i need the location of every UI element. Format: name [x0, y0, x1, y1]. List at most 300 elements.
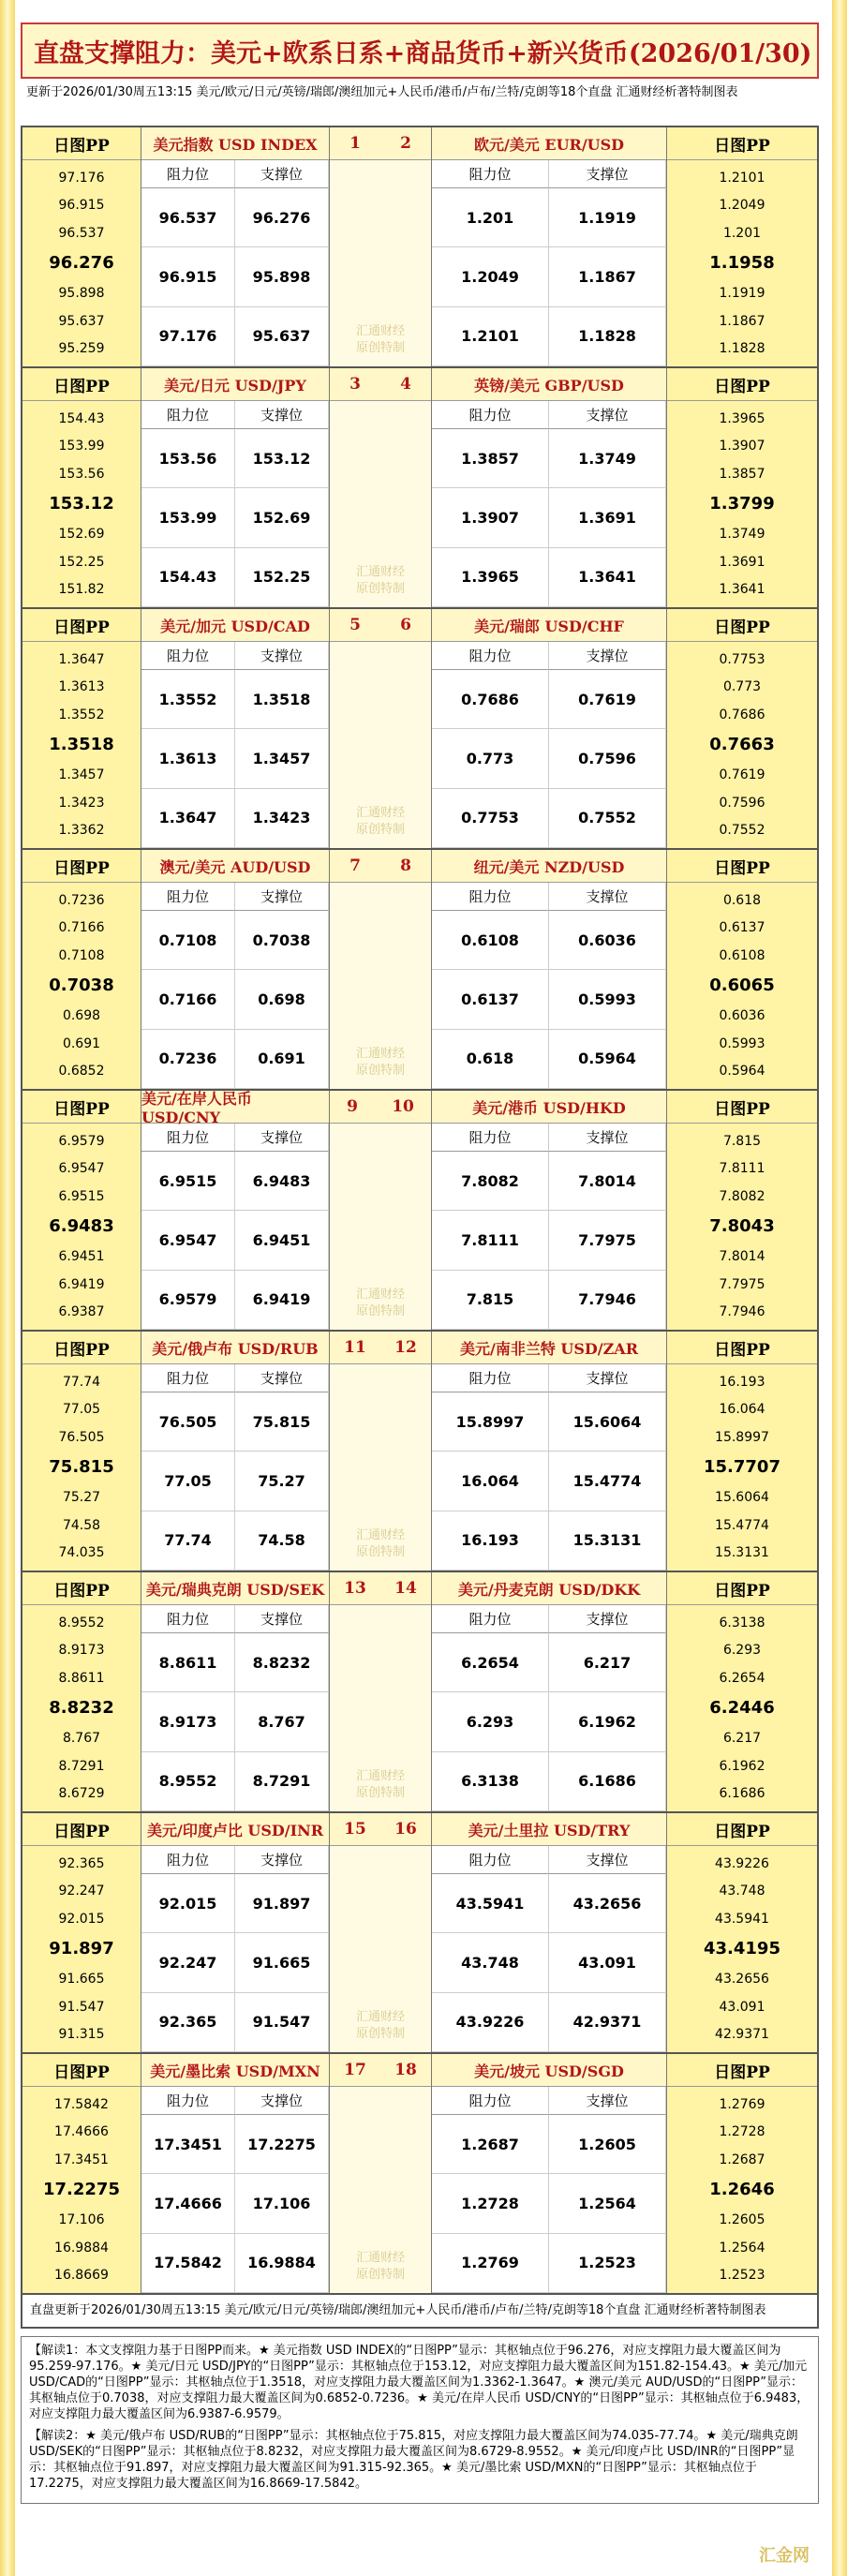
- resistance-value: 1.3907: [432, 488, 549, 547]
- day-level-value: 8.9552: [58, 1615, 105, 1630]
- resistance-value: 8.8611: [141, 1633, 235, 1692]
- day-level-value: 92.247: [58, 1884, 105, 1899]
- day-level-value: 1.3691: [719, 554, 765, 570]
- pair-title: 美元/日元 USD/JPY: [141, 368, 329, 401]
- day-level-value: 1.2728: [719, 2124, 765, 2140]
- section-numbers: [330, 1332, 431, 1364]
- support-value: 6.217: [549, 1633, 666, 1692]
- day-pp-header: 日图PP: [667, 609, 817, 642]
- watermark-area: [330, 2087, 431, 2293]
- pair-title: 欧元/美元 EUR/USD: [432, 127, 666, 160]
- day-level-value: 15.4774: [715, 1517, 769, 1533]
- pair-levels: [141, 1813, 329, 2052]
- day-level-value: 1.1828: [719, 341, 765, 357]
- watermark-line-1: 汇通财经: [355, 1047, 405, 1061]
- support-value: 1.3423: [235, 789, 329, 848]
- day-level-value: 91.315: [58, 2027, 105, 2043]
- support-value: 17.2275: [235, 2115, 329, 2174]
- support-header: 支撑位: [235, 160, 329, 188]
- pivot-value: 75.815: [49, 1457, 114, 1478]
- watermark-area: [330, 1846, 431, 2052]
- day-level-value: 1.2049: [719, 198, 765, 214]
- day-pp-column: [666, 2054, 817, 2293]
- resistance-value: 96.537: [141, 188, 235, 247]
- support-header: 支撑位: [235, 1605, 329, 1633]
- pair-number-right: 6: [400, 616, 411, 634]
- watermark-line-1: 汇通财经: [355, 2010, 405, 2024]
- resistance-header: 阻力位: [432, 642, 549, 670]
- day-level-value: 0.7166: [58, 920, 105, 936]
- page-subtitle: 更新于2026/01/30周五13:15 美元/欧元/日元/英镑/瑞郎/澳纽加元+人民币/港币/卢布/兰特/克朗等18个直盘 汇通财经析著特制图表: [26, 85, 738, 99]
- day-level-value: 0.7619: [719, 767, 765, 783]
- watermark-line-2: 原创特制: [355, 341, 405, 355]
- support-value: 0.6036: [549, 911, 666, 970]
- pair-section: [22, 1572, 817, 1813]
- day-level-value: 92.365: [58, 1855, 105, 1871]
- day-pp-list: [22, 642, 141, 848]
- levels-table: [141, 1124, 329, 1330]
- resistance-value: 7.8111: [432, 1211, 549, 1270]
- day-level-value: 96.915: [58, 198, 105, 214]
- support-value: 91.665: [235, 1933, 329, 1992]
- levels-table: [432, 2087, 666, 2293]
- resistance-value: 6.293: [432, 1692, 549, 1751]
- resistance-value: 77.05: [141, 1452, 235, 1511]
- day-pp-list: [22, 1605, 141, 1811]
- day-level-value: 43.2656: [715, 1972, 769, 1988]
- watermark-area: [330, 883, 431, 1089]
- day-level-value: 1.3857: [719, 466, 765, 482]
- day-level-value: 0.7236: [58, 892, 105, 908]
- pair-title: 美元/南非兰特 USD/ZAR: [432, 1332, 666, 1364]
- day-level-value: 6.1686: [719, 1786, 765, 1802]
- day-level-value: 0.773: [722, 679, 762, 695]
- section-middle: [329, 1332, 432, 1571]
- pair-section: [22, 368, 817, 609]
- support-header: 支撑位: [549, 1124, 666, 1152]
- section-middle: [329, 368, 432, 607]
- support-header: 支撑位: [235, 642, 329, 670]
- resistance-value: 76.505: [141, 1392, 235, 1452]
- pivot-value: 7.8043: [709, 1216, 775, 1237]
- pivot-value: 1.3799: [709, 494, 775, 514]
- resistance-value: 0.6137: [432, 970, 549, 1029]
- day-level-value: 95.898: [58, 286, 105, 302]
- pair-title: 美元/丹麦克朗 USD/DKK: [432, 1572, 666, 1605]
- support-value: 43.2656: [549, 1874, 666, 1933]
- day-level-value: 0.5993: [719, 1035, 765, 1051]
- pair-section: [22, 2054, 817, 2293]
- day-level-value: 6.1962: [719, 1758, 765, 1774]
- resistance-header: 阻力位: [141, 642, 235, 670]
- day-level-value: 8.9173: [58, 1643, 105, 1659]
- day-level-value: 154.43: [58, 410, 105, 426]
- pair-number-left: 1: [349, 134, 361, 153]
- day-pp-column: [22, 850, 141, 1089]
- resistance-header: 阻力位: [141, 2087, 235, 2115]
- pair-number-left: 9: [347, 1097, 358, 1116]
- section-middle: [329, 609, 432, 848]
- support-value: 74.58: [235, 1511, 329, 1571]
- pair-levels: [432, 850, 666, 1089]
- pair-number-right: 12: [394, 1338, 417, 1357]
- day-level-value: 16.193: [719, 1374, 765, 1390]
- resistance-value: 43.5941: [432, 1874, 549, 1933]
- pivot-value: 15.7707: [704, 1457, 780, 1478]
- support-value: 1.2523: [549, 2234, 666, 2293]
- resistance-value: 154.43: [141, 548, 235, 607]
- pivot-value: 1.2646: [709, 2180, 775, 2200]
- pair-levels: [141, 1572, 329, 1811]
- support-header: 支撑位: [549, 1364, 666, 1392]
- day-level-value: 6.2654: [719, 1670, 765, 1686]
- section-middle: [329, 1091, 432, 1330]
- resistance-header: 阻力位: [432, 1605, 549, 1633]
- section-numbers: [330, 368, 431, 401]
- day-level-value: 6.9579: [58, 1133, 105, 1149]
- watermark-line-1: 汇通财经: [355, 324, 405, 338]
- resistance-value: 1.2049: [432, 247, 549, 306]
- pair-levels: [432, 609, 666, 848]
- pair-levels: [141, 127, 329, 366]
- day-level-value: 96.537: [58, 225, 105, 241]
- levels-table: [432, 1124, 666, 1330]
- resistance-value: 1.3552: [141, 670, 235, 729]
- levels-table: [141, 1846, 329, 2052]
- support-value: 1.2605: [549, 2115, 666, 2174]
- section-numbers: [330, 2054, 431, 2087]
- note-paragraph: 【解读2：★ 美元/俄卢布 USD/RUB的“日图PP”显示：其枢轴点位于75.815，对应支撑阻力最大覆盖区间为74.035-77.74。★ 美元/瑞典克朗 USD/SEK的“日图PP”显示：其枢轴点位于8.8232，对应支撑阻力最大覆盖区间为8.6729-8.9552。★ 美元/印度卢比 USD/INR的“日图PP”显示：其枢轴点位于91.897，对应支撑阻力最大覆盖区间为91.315-92.365。★ 美元/墨比索 USD/MXN的“日图PP”显示：其枢轴点位于17.2275，对应支撑阻力最大覆盖区间为16.8669-17.5842。: [29, 2429, 798, 2491]
- day-level-value: 95.637: [58, 313, 105, 329]
- support-value: 6.1962: [549, 1692, 666, 1751]
- day-level-value: 8.6729: [58, 1786, 105, 1802]
- watermark-line-2: 原创特制: [355, 1064, 405, 1078]
- pair-number-right: 10: [392, 1097, 414, 1116]
- pair-number-right: 2: [400, 134, 411, 153]
- watermark: [356, 1527, 405, 1561]
- day-pp-header: 日图PP: [667, 1813, 817, 1846]
- support-value: 7.7946: [549, 1271, 666, 1330]
- resistance-value: 17.5842: [141, 2234, 235, 2293]
- levels-table: [432, 1605, 666, 1811]
- day-level-value: 15.3131: [715, 1545, 769, 1561]
- support-value: 6.9419: [235, 1271, 329, 1330]
- pair-number-left: 15: [344, 1820, 366, 1839]
- day-pp-list: [22, 1846, 141, 2052]
- support-value: 1.3641: [549, 548, 666, 607]
- support-value: 95.637: [235, 307, 329, 366]
- day-level-value: 17.106: [58, 2212, 105, 2228]
- support-value: 152.25: [235, 548, 329, 607]
- support-value: 6.1686: [549, 1752, 666, 1811]
- day-level-value: 0.6036: [719, 1008, 765, 1024]
- support-header: 支撑位: [549, 1605, 666, 1633]
- pair-levels: [432, 368, 666, 607]
- support-value: 8.767: [235, 1692, 329, 1751]
- day-level-value: 7.815: [722, 1133, 762, 1149]
- resistance-value: 0.618: [432, 1030, 549, 1089]
- support-value: 75.815: [235, 1392, 329, 1452]
- support-value: 1.3749: [549, 429, 666, 488]
- day-level-value: 6.9451: [58, 1249, 105, 1265]
- support-value: 16.9884: [235, 2234, 329, 2293]
- day-pp-list: [22, 883, 141, 1089]
- day-pp-list: [667, 1846, 817, 2052]
- day-pp-list: [667, 1124, 817, 1330]
- board-footer: 直盘更新于2026/01/30周五13:15 美元/欧元/日元/英镑/瑞郎/澳纽加元+人民币/港币/卢布/兰特/克朗等18个直盘 汇通财经析著特制图表: [21, 2295, 819, 2329]
- day-level-value: 0.6137: [719, 920, 765, 936]
- day-level-value: 0.7108: [58, 947, 105, 963]
- support-value: 42.9371: [549, 1993, 666, 2052]
- section-middle: [329, 1813, 432, 2052]
- day-level-value: 0.6852: [58, 1064, 105, 1080]
- page-wrapper: [21, 22, 819, 2504]
- day-level-value: 1.3965: [719, 410, 765, 426]
- pair-levels: [141, 2054, 329, 2293]
- day-level-value: 0.7596: [719, 795, 765, 811]
- day-level-value: 1.2769: [719, 2096, 765, 2112]
- day-pp-header: 日图PP: [22, 1572, 141, 1605]
- day-pp-header: 日图PP: [22, 368, 141, 401]
- support-value: 75.27: [235, 1452, 329, 1511]
- pair-number-left: 7: [349, 856, 361, 875]
- pair-levels: [141, 1332, 329, 1571]
- watermark: [356, 805, 405, 839]
- pair-title: 美元/港币 USD/HKD: [432, 1091, 666, 1124]
- resistance-value: 153.99: [141, 488, 235, 547]
- day-level-value: 95.259: [58, 341, 105, 357]
- day-pp-header: 日图PP: [667, 368, 817, 401]
- levels-table: [141, 883, 329, 1089]
- day-pp-column: [22, 609, 141, 848]
- section-middle: [329, 850, 432, 1089]
- day-pp-column: [666, 1332, 817, 1571]
- support-value: 6.9483: [235, 1152, 329, 1211]
- support-value: 1.2564: [549, 2174, 666, 2233]
- note-paragraph: 【解读1：本文支撑阻力基于日图PP而来。★ 美元指数 USD INDEX的“日图PP”显示：其枢轴点位于96.276，对应支撑阻力最大覆盖区间为95.259-97.176。★ 美元/日元 USD/JPY的“日图PP”显示：其枢轴点位于153.12，对应支撑阻力最大覆盖区间为151.82-154.43。★ 美元/加元 USD/CAD的“日图PP”显示：其枢轴点位于1.3518，对应支撑阻力最大覆盖区间为1.3362-1.3647。★ 澳元/美元 AUD/USD的“日图PP”显示：其枢轴点位于0.7038，对应支撑阻力最大覆盖区间为0.6852-0.7236。★ 美元/在岸人民币 USD/CNY的“日图PP”显示：其枢轴点位于6.9483，对应支撑阻力最大覆盖区间为6.9387-6.9579。: [29, 2344, 810, 2421]
- levels-table: [432, 642, 666, 848]
- support-header: 支撑位: [235, 2087, 329, 2115]
- day-level-value: 16.8669: [54, 2268, 109, 2284]
- pair-number-left: 11: [344, 1338, 366, 1357]
- resistance-header: 阻力位: [141, 1364, 235, 1392]
- resistance-value: 96.915: [141, 247, 235, 306]
- day-level-value: 15.8997: [715, 1429, 769, 1445]
- day-level-value: 0.691: [62, 1035, 101, 1051]
- day-pp-header: 日图PP: [22, 1813, 141, 1846]
- day-pp-column: [22, 127, 141, 366]
- support-value: 152.69: [235, 488, 329, 547]
- support-value: 91.897: [235, 1874, 329, 1933]
- watermark: [356, 2009, 405, 2043]
- pair-title: 美元/俄卢布 USD/RUB: [141, 1332, 329, 1364]
- support-header: 支撑位: [235, 1846, 329, 1874]
- watermark: [356, 564, 405, 598]
- watermark-area: [330, 1124, 431, 1330]
- watermark-area: [330, 642, 431, 848]
- watermark-line-2: 原创特制: [355, 582, 405, 596]
- day-level-value: 6.3138: [719, 1615, 765, 1630]
- pivot-value: 8.8232: [49, 1698, 114, 1719]
- resistance-value: 0.7166: [141, 970, 235, 1029]
- section-middle: [329, 127, 432, 366]
- day-level-value: 1.201: [722, 225, 762, 241]
- day-level-value: 17.3451: [54, 2152, 109, 2167]
- pivot-value: 153.12: [49, 494, 114, 514]
- day-level-value: 91.665: [58, 1972, 105, 1988]
- day-level-value: 43.9226: [715, 1855, 769, 1871]
- day-level-value: 0.6108: [719, 947, 765, 963]
- support-header: 支撑位: [549, 2087, 666, 2115]
- day-level-value: 1.2605: [719, 2212, 765, 2228]
- pair-levels: [432, 1813, 666, 2052]
- resistance-value: 92.015: [141, 1874, 235, 1933]
- support-value: 0.691: [235, 1030, 329, 1089]
- support-value: 43.091: [549, 1933, 666, 1992]
- day-level-value: 1.3613: [58, 679, 105, 695]
- levels-table: [141, 1364, 329, 1571]
- day-pp-column: [666, 127, 817, 366]
- day-pp-list: [667, 642, 817, 848]
- section-numbers: [330, 127, 431, 160]
- section-numbers: [330, 1091, 431, 1124]
- watermark-line-2: 原创特制: [355, 1545, 405, 1559]
- pivot-value: 17.2275: [43, 2180, 120, 2200]
- day-level-value: 7.7946: [719, 1304, 765, 1320]
- day-pp-list: [22, 1124, 141, 1330]
- pivot-value: 43.4195: [704, 1939, 780, 1959]
- day-pp-header: 日图PP: [22, 1332, 141, 1364]
- pair-number-left: 3: [349, 375, 361, 394]
- watermark: [356, 2250, 405, 2284]
- watermark-area: [330, 1605, 431, 1811]
- day-pp-list: [22, 160, 141, 366]
- support-header: 支撑位: [235, 1124, 329, 1152]
- support-value: 96.276: [235, 188, 329, 247]
- support-value: 7.7975: [549, 1211, 666, 1270]
- day-level-value: 43.5941: [715, 1911, 769, 1927]
- day-level-value: 91.547: [58, 1999, 105, 2015]
- day-pp-header: 日图PP: [667, 2054, 817, 2087]
- support-value: 15.4774: [549, 1452, 666, 1511]
- day-level-value: 8.8611: [58, 1670, 105, 1686]
- support-value: 0.7552: [549, 789, 666, 848]
- pivot-value: 91.897: [49, 1939, 114, 1959]
- day-level-value: 0.7552: [719, 823, 765, 839]
- pivot-value: 1.3518: [49, 735, 114, 755]
- day-level-value: 6.293: [722, 1643, 762, 1659]
- day-pp-header: 日图PP: [22, 850, 141, 883]
- day-pp-column: [22, 1572, 141, 1811]
- day-level-value: 1.2523: [719, 2268, 765, 2284]
- resistance-value: 0.7686: [432, 670, 549, 729]
- day-level-value: 1.3362: [58, 823, 105, 839]
- day-level-value: 1.2101: [719, 170, 765, 186]
- day-pp-column: [22, 2054, 141, 2293]
- day-level-value: 74.035: [58, 1545, 105, 1561]
- levels-table: [141, 160, 329, 366]
- pivot-value: 0.7038: [49, 975, 114, 996]
- day-level-value: 17.5842: [54, 2096, 109, 2112]
- day-level-value: 151.82: [58, 582, 105, 598]
- support-value: 0.7619: [549, 670, 666, 729]
- watermark-line-2: 原创特制: [355, 2027, 405, 2041]
- day-pp-header: 日图PP: [667, 127, 817, 160]
- day-pp-list: [667, 401, 817, 607]
- resistance-value: 6.9579: [141, 1271, 235, 1330]
- resistance-header: 阻力位: [432, 1124, 549, 1152]
- day-level-value: 153.56: [58, 466, 105, 482]
- pair-section: [22, 127, 817, 368]
- resistance-value: 17.4666: [141, 2174, 235, 2233]
- day-level-value: 1.2564: [719, 2240, 765, 2256]
- day-level-value: 0.698: [62, 1008, 101, 1024]
- day-pp-column: [666, 1572, 817, 1811]
- pair-title: 纽元/美元 NZD/USD: [432, 850, 666, 883]
- support-value: 6.9451: [235, 1211, 329, 1270]
- resistance-header: 阻力位: [141, 1846, 235, 1874]
- support-header: 支撑位: [235, 1364, 329, 1392]
- pair-levels: [432, 1572, 666, 1811]
- pair-section: [22, 1332, 817, 1572]
- resistance-value: 6.2654: [432, 1633, 549, 1692]
- notes-panel: [21, 2336, 819, 2504]
- day-pp-column: [666, 609, 817, 848]
- resistance-header: 阻力位: [141, 160, 235, 188]
- support-header: 支撑位: [549, 401, 666, 429]
- resistance-header: 阻力位: [432, 1846, 549, 1874]
- resistance-header: 阻力位: [141, 401, 235, 429]
- resistance-value: 7.815: [432, 1271, 549, 1330]
- day-level-value: 1.3641: [719, 582, 765, 598]
- support-header: 支撑位: [235, 883, 329, 911]
- resistance-value: 1.201: [432, 188, 549, 247]
- right-gold-border: [832, 0, 847, 2576]
- day-level-value: 1.3907: [719, 439, 765, 454]
- day-level-value: 1.3423: [58, 795, 105, 811]
- pair-levels: [432, 1332, 666, 1571]
- levels-table: [141, 401, 329, 607]
- resistance-value: 1.2728: [432, 2174, 549, 2233]
- section-numbers: [330, 850, 431, 883]
- pair-number-right: 4: [400, 375, 411, 394]
- resistance-value: 77.74: [141, 1511, 235, 1571]
- support-value: 0.7596: [549, 729, 666, 788]
- watermark-line-1: 汇通财经: [355, 806, 405, 820]
- day-level-value: 76.505: [58, 1429, 105, 1445]
- levels-table: [432, 883, 666, 1089]
- support-header: 支撑位: [549, 642, 666, 670]
- support-value: 1.1919: [549, 188, 666, 247]
- resistance-value: 7.8082: [432, 1152, 549, 1211]
- pair-title: 美元/在岸人民币 USD/CNY: [141, 1091, 329, 1124]
- resistance-header: 阻力位: [141, 883, 235, 911]
- support-value: 0.698: [235, 970, 329, 1029]
- day-pp-column: [22, 1332, 141, 1571]
- watermark-area: [330, 160, 431, 366]
- pair-section: [22, 1091, 817, 1332]
- resistance-value: 1.3965: [432, 548, 549, 607]
- pair-title: 美元/墨比索 USD/MXN: [141, 2054, 329, 2087]
- day-level-value: 1.1867: [719, 313, 765, 329]
- support-header: 支撑位: [235, 401, 329, 429]
- day-level-value: 7.8082: [719, 1188, 765, 1204]
- day-pp-list: [667, 883, 817, 1089]
- pair-title: 美元/加元 USD/CAD: [141, 609, 329, 642]
- day-level-value: 43.748: [719, 1884, 765, 1899]
- resistance-value: 8.9552: [141, 1752, 235, 1811]
- day-level-value: 6.9387: [58, 1304, 105, 1320]
